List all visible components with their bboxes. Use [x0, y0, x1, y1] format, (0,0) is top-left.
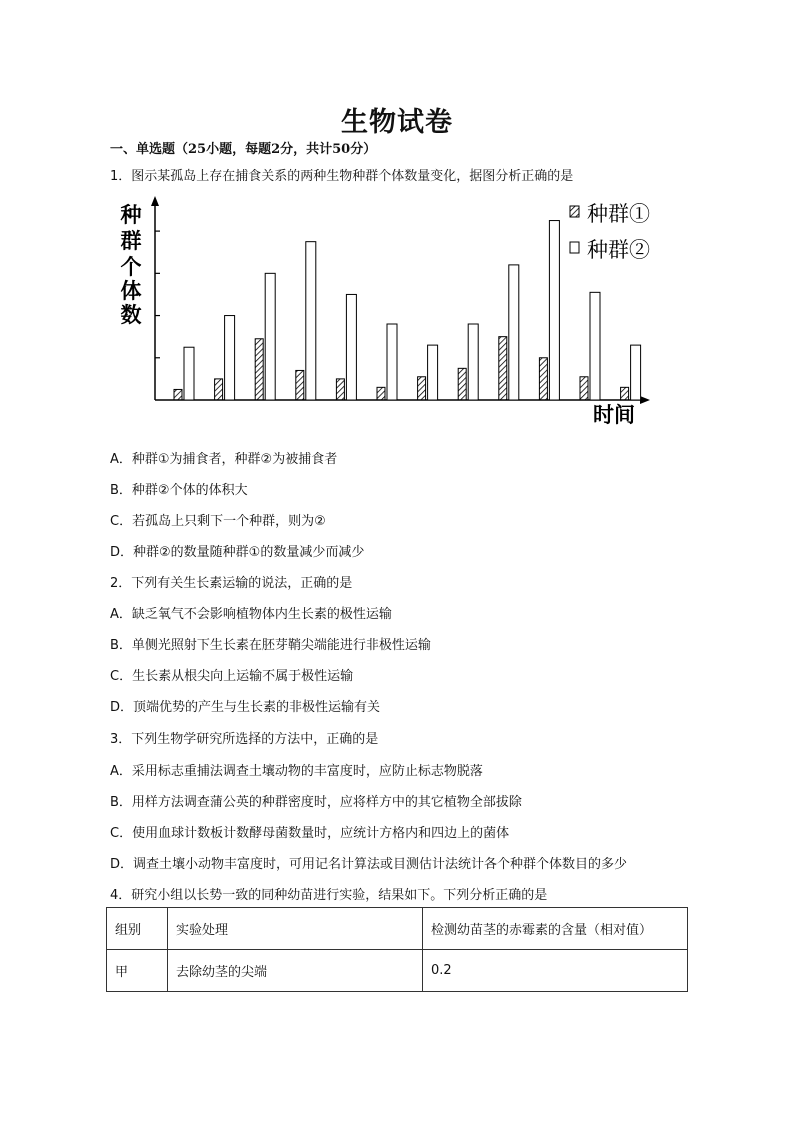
- bar-population-1: [336, 379, 344, 400]
- y-axis-label-char: 体: [120, 278, 142, 303]
- bar-population-2: [184, 347, 194, 400]
- q3-option-d: D．调查土壤小动物丰富度时，可用记名计算法或目测估计法统计各个种群个体数目的多少: [110, 857, 628, 872]
- bar-population-2: [631, 345, 641, 400]
- bar-population-2: [468, 324, 478, 400]
- question-3-stem: 3．下列生物学研究所选择的方法中，正确的是: [110, 732, 379, 747]
- q2-option-d: D．顶端优势的产生与生长素的非极性运输有关: [110, 700, 381, 715]
- bar-population-2: [387, 324, 397, 400]
- bar-population-1: [621, 387, 629, 400]
- q1-option-a: A．种群①为捕食者，种群②为被捕食者: [110, 452, 338, 467]
- bar-population-2: [549, 221, 559, 400]
- bar-population-1: [499, 337, 507, 400]
- section-heading: 一、单选题（25小题，每题2分，共计50分）: [110, 142, 377, 157]
- q3-option-a: A．采用标志重捕法调查土壤动物的丰富度时，应防止标志物脱落: [110, 764, 483, 779]
- bar-population-1: [580, 377, 588, 400]
- table-header-row: [107, 908, 688, 950]
- legend-swatch-hatched: [570, 206, 579, 217]
- table-row: [107, 950, 688, 992]
- bar-population-1: [215, 379, 223, 400]
- q1-option-b: B．种群②个体的体积大: [110, 483, 248, 498]
- question-2-stem: 2．下列有关生长素运输的说法，正确的是: [110, 576, 353, 591]
- q2-option-c: C．生长素从根尖向上运输不属于极性运输: [110, 669, 354, 684]
- legend-label-1: 种群①: [587, 202, 650, 226]
- table-cell: 甲: [107, 950, 168, 992]
- bar-population-2: [509, 265, 519, 400]
- y-axis-label-char: 种: [120, 202, 142, 227]
- experiment-table: [106, 907, 688, 992]
- bar-population-1: [458, 368, 466, 400]
- bar-population-1: [377, 387, 385, 400]
- bar-population-2: [590, 292, 600, 400]
- y-axis-arrow-icon: [151, 196, 159, 206]
- question-1-stem: 1．图示某孤岛上存在捕食关系的两种生物种群个体数量变化，据图分析正确的是: [110, 169, 574, 184]
- legend-label-2: 种群②: [587, 238, 650, 262]
- q2-option-b: B．单侧光照射下生长素在胚芽鞘尖端能进行非极性运输: [110, 638, 431, 653]
- bar-population-2: [346, 294, 356, 400]
- bar-population-1: [255, 339, 263, 400]
- table-header-cell: 检测幼苗茎的赤霉素的含量（相对值）: [423, 908, 688, 950]
- table-cell: 0.2: [423, 950, 688, 992]
- table-cell: 去除幼茎的尖端: [168, 950, 423, 992]
- y-axis-label-char: 群: [120, 228, 142, 253]
- x-axis-label: 时间: [593, 402, 635, 427]
- bar-population-1: [539, 358, 547, 400]
- q3-option-c: C．使用血球计数板计数酵母菌数量时，应统计方格内和四边上的菌体: [110, 826, 510, 841]
- y-axis-label-char: 个: [120, 254, 142, 279]
- bar-population-1: [418, 377, 426, 400]
- population-chart: [0, 0, 794, 440]
- q1-option-d: D．种群②的数量随种群①的数量减少而减少: [110, 545, 365, 560]
- q3-option-b: B．用样方法调查蒲公英的种群密度时，应将样方中的其它植物全部拔除: [110, 795, 522, 810]
- q2-option-a: A．缺乏氧气不会影响植物体内生长素的极性运输: [110, 607, 392, 622]
- y-axis-label-char: 数: [120, 302, 142, 327]
- table-header-cell: 组别: [107, 908, 168, 950]
- page-title: 生物试卷: [341, 107, 453, 138]
- bar-population-1: [174, 389, 182, 400]
- q1-option-c: C．若孤岛上只剩下一个种群，则为②: [110, 514, 326, 529]
- x-axis-arrow-icon: [640, 396, 650, 404]
- bar-population-2: [225, 316, 235, 400]
- bar-population-2: [265, 273, 275, 400]
- table-header-cell: 实验处理: [168, 908, 423, 950]
- chart-legend: [570, 202, 650, 262]
- bar-population-2: [306, 242, 316, 400]
- legend-swatch-hollow: [570, 242, 579, 253]
- question-4-stem: 4．研究小组以长势一致的同种幼苗进行实验，结果如下。下列分析正确的是: [110, 888, 548, 903]
- bar-population-1: [296, 370, 304, 400]
- bar-population-2: [428, 345, 438, 400]
